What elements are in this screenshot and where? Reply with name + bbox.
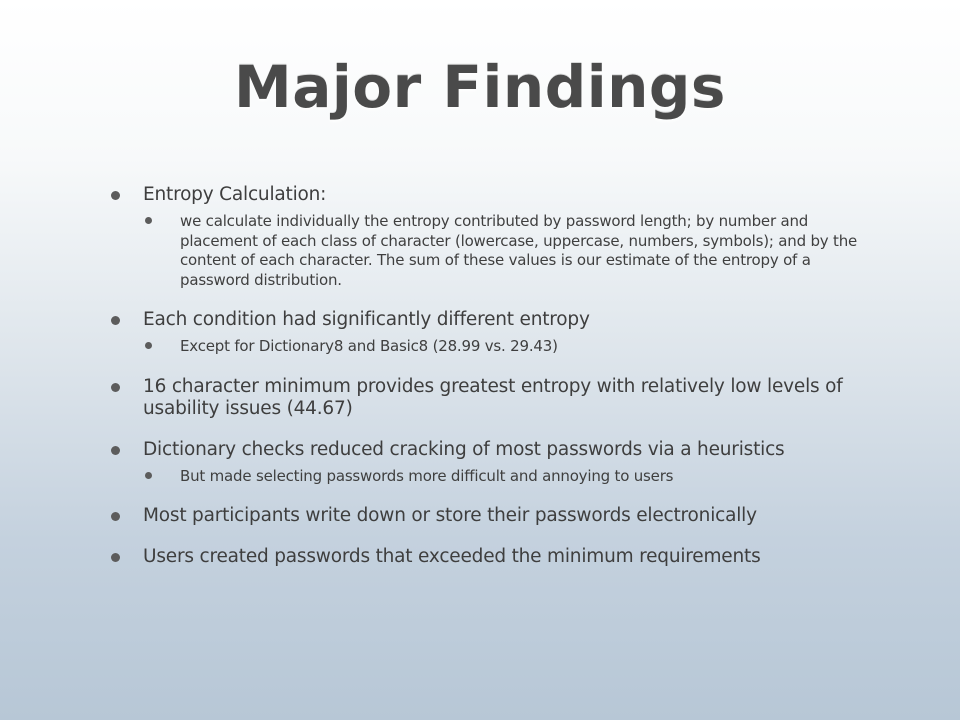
sub-bullet-text: But made selecting passwords more difficult and annoying to users [180, 466, 674, 485]
bullet-text: 16 character minimum provides greatest entropy with relatively low levels of usability issues (44.67) [143, 375, 843, 419]
bullet-item [106, 184, 866, 290]
bullet-dot-icon [111, 383, 120, 392]
bullet-text: Dictionary checks reduced cracking of most passwords via a heuristics [143, 438, 785, 460]
sub-bullet-dot-icon [145, 342, 152, 349]
sub-bullet-dot-icon [145, 217, 152, 224]
bullet-text: Each condition had significantly different entropy [143, 309, 590, 330]
bullet-item [106, 309, 866, 357]
bullet-list [106, 184, 866, 587]
sub-bullet-text: Except for Dictionary8 and Basic8 (28.99 vs. 29.43) [180, 337, 558, 355]
bullet-text: Users created passwords that exceeded the minimum requirements [143, 546, 761, 567]
bullet-dot-icon [111, 316, 120, 325]
bullet-item [106, 376, 866, 420]
bullet-text: Entropy Calculation: [143, 184, 327, 205]
sub-bullet-item [143, 467, 866, 487]
bullet-dot-icon [111, 553, 120, 562]
sub-bullet-item [143, 212, 866, 290]
bullet-item [106, 505, 866, 527]
bullet-text: Most participants write down or store their passwords electronically [143, 505, 757, 526]
bullet-item [106, 439, 866, 487]
slide-title: Major Findings [234, 53, 726, 121]
bullet-item [106, 546, 866, 568]
bullet-dot-icon [111, 512, 120, 521]
sub-bullet-item [143, 337, 866, 357]
bullet-dot-icon [111, 446, 120, 455]
sub-bullet-text: we calculate individually the entropy contributed by password length; by number and placement of each class of character (lowercase, uppercase, numbers, symbols); and by the content of each character. The sum of these values is our estimate of the entropy of a password distribution. [180, 212, 858, 289]
sub-bullet-dot-icon [145, 472, 152, 479]
bullet-dot-icon [111, 191, 120, 200]
